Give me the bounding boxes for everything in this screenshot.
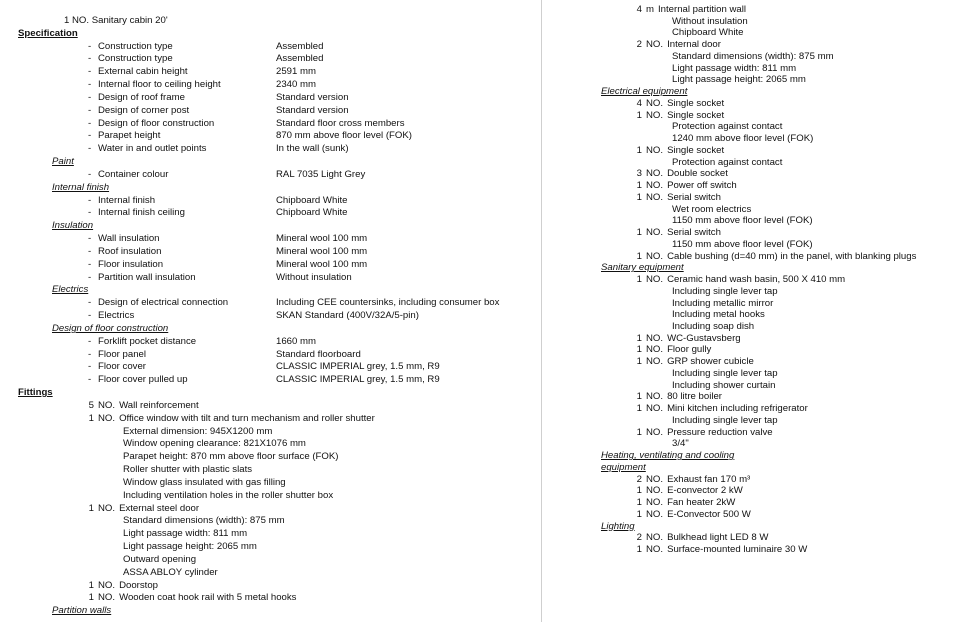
doc-line (672, 415, 778, 427)
doc-line (123, 528, 247, 540)
item-text: Office window with tilt and turn mechanism and roller shutter (119, 412, 375, 424)
spec-value: Standard version (276, 91, 349, 103)
doc-line (612, 251, 916, 263)
spec-label: Partition wall insulation (98, 271, 196, 283)
spec-dash: - (88, 168, 92, 180)
doc-line (88, 195, 347, 207)
doc-line (612, 4, 746, 16)
doc-line (88, 118, 405, 130)
item-detail: Standard dimensions (width): 875 mm (672, 50, 834, 62)
doc-line (52, 220, 93, 232)
spec-value: 2340 mm (276, 79, 316, 91)
doc-line (123, 426, 272, 438)
item-detail: Parapet height: 870 mm above floor surface (FOK) (123, 451, 339, 463)
item-detail: Protection against contact (672, 121, 783, 133)
doc-line (672, 27, 743, 39)
item-text: Wall reinforcement (119, 399, 199, 411)
doc-line (88, 336, 316, 348)
doc-line (64, 503, 199, 515)
item-detail: Without insulation (672, 15, 748, 27)
item-text: Surface-mounted luminaire 30 W (667, 544, 808, 556)
item-unit: NO. (646, 274, 664, 286)
doc-line (64, 413, 375, 425)
spec-dash: - (88, 348, 92, 360)
item-text: Doorstop (119, 579, 158, 591)
doc-line (123, 554, 196, 566)
doc-line (88, 233, 367, 245)
doc-line (672, 309, 765, 321)
item-unit: NO. (646, 180, 664, 192)
doc-line (88, 207, 347, 219)
doc-line (88, 310, 419, 322)
doc-line (64, 592, 296, 604)
doc-line (672, 133, 813, 145)
doc-line (672, 380, 775, 392)
cabin-title: 1 NO. Sanitary cabin 20' (64, 15, 168, 26)
spec-label: Construction type (98, 53, 173, 65)
item-unit: NO. (646, 356, 664, 368)
doc-line (612, 39, 721, 51)
spec-label: Electrics (98, 310, 135, 322)
doc-line (123, 567, 218, 579)
item-text: Fan heater 2kW (667, 497, 736, 509)
doc-line (88, 130, 412, 142)
item-quantity: 1 (636, 356, 642, 368)
item-quantity: 1 (88, 502, 94, 514)
spec-value: RAL 7035 Light Grey (276, 168, 366, 180)
subsection-heading: Lighting (601, 520, 635, 532)
spec-dash: - (88, 297, 92, 309)
item-quantity: 1 (636, 109, 642, 121)
item-detail: 1240 mm above floor level (FOK) (672, 133, 814, 145)
subsection-heading: Internal finish (52, 181, 110, 193)
item-quantity: 1 (636, 250, 642, 262)
spec-label: Roof insulation (98, 245, 162, 257)
item-quantity: 2 (636, 473, 642, 485)
item-unit: NO. (646, 344, 664, 356)
spec-label: Floor panel (98, 348, 146, 360)
doc-line (123, 541, 257, 553)
item-quantity: 2 (636, 39, 642, 51)
item-text: Pressure reduction valve (667, 426, 773, 438)
item-unit: NO. (646, 191, 664, 203)
subsection-heading: Sanitary equipment (601, 262, 684, 274)
spec-dash: - (88, 335, 92, 347)
item-detail: Standard dimensions (width): 875 mm (123, 515, 285, 527)
doc-line (88, 92, 349, 104)
subsection-heading: Paint (52, 156, 74, 168)
doc-line (612, 403, 808, 415)
doc-line (123, 490, 333, 502)
doc-line (123, 515, 285, 527)
doc-line (612, 98, 724, 110)
item-quantity: 1 (88, 579, 94, 591)
doc-line (612, 544, 807, 556)
item-unit: NO. (646, 497, 664, 509)
spec-value: Assembled (276, 53, 324, 65)
spec-label: Container colour (98, 168, 169, 180)
item-detail: 3/4" (672, 438, 689, 450)
spec-value: Mineral wool 100 mm (276, 258, 368, 270)
doc-line (52, 182, 109, 194)
item-detail: 1150 mm above floor level (FOK) (672, 238, 813, 250)
doc-line (123, 464, 252, 476)
item-quantity: 1 (636, 508, 642, 520)
doc-line (672, 321, 754, 333)
item-detail: Light passage width: 811 mm (672, 62, 797, 74)
doc-line (123, 438, 306, 450)
item-detail: Light passage height: 2065 mm (672, 74, 806, 86)
doc-line (88, 79, 316, 91)
spec-dash: - (88, 310, 92, 322)
item-unit: NO. (98, 502, 116, 514)
doc-line (612, 145, 724, 157)
spec-label: Floor cover (98, 361, 146, 373)
doc-line (612, 391, 722, 403)
item-unit: NO. (646, 508, 664, 520)
spec-dash: - (88, 66, 92, 78)
section-heading: Fittings (18, 387, 53, 399)
spec-dash: - (88, 233, 92, 245)
item-detail: Including ventilation holes in the roller shutter box (123, 489, 334, 501)
doc-line (612, 532, 768, 544)
spec-label: Design of floor construction (98, 117, 215, 129)
subsection-heading: Insulation (52, 220, 94, 232)
spec-dash: - (88, 361, 92, 373)
doc-line (88, 41, 323, 53)
spec-dash: - (88, 130, 92, 142)
doc-line (672, 239, 813, 251)
doc-line (88, 66, 316, 78)
spec-value: CLASSIC IMPERIAL grey, 1.5 mm, R9 (276, 361, 440, 373)
item-unit: NO. (646, 426, 664, 438)
subsection-heading: Heating, ventilating and cooling (601, 450, 735, 462)
item-detail: Window glass insulated with gas filling (123, 476, 286, 488)
item-quantity: 1 (88, 592, 94, 604)
item-quantity: 1 (636, 227, 642, 239)
item-detail: External dimension: 945X1200 mm (123, 425, 273, 437)
doc-line (612, 497, 735, 509)
spec-dash: - (88, 194, 92, 206)
subsection-heading: Electrical equipment (601, 86, 688, 98)
doc-line (88, 53, 323, 65)
item-quantity: 4 (636, 97, 642, 109)
doc-line (88, 374, 440, 386)
doc-line (52, 605, 111, 617)
item-unit: NO. (98, 579, 116, 591)
doc-line (88, 246, 367, 258)
spec-dash: - (88, 374, 92, 386)
spec-label: Water in and outlet points (98, 143, 207, 155)
item-detail: Window opening clearance: 821X1076 mm (123, 438, 306, 450)
doc-line (672, 157, 782, 169)
item-text: Wooden coat hook rail with 5 metal hooks (119, 592, 297, 604)
item-detail: Including single lever tap (672, 414, 778, 426)
doc-line (88, 105, 349, 117)
spec-label: Wall insulation (98, 233, 160, 245)
spec-value: Mineral wool 100 mm (276, 245, 368, 257)
item-quantity: 1 (636, 544, 642, 556)
doc-line (672, 215, 813, 227)
spec-label: Design of corner post (98, 104, 190, 116)
doc-line (88, 297, 499, 309)
item-unit: NO. (646, 332, 664, 344)
doc-line (612, 110, 724, 122)
item-quantity: 1 (636, 180, 642, 192)
spec-dash: - (88, 143, 92, 155)
item-text: Ceramic hand wash basin, 500 X 410 mm (667, 274, 846, 286)
item-text: Single socket (667, 97, 725, 109)
doc-line (601, 521, 635, 533)
item-text: Internal partition wall (658, 4, 746, 15)
spec-label: Parapet height (98, 130, 161, 142)
item-quantity: 1 (636, 497, 642, 509)
spec-value: Chipboard White (276, 194, 348, 206)
spec-label: Forklift pocket distance (98, 335, 197, 347)
item-unit: NO. (646, 403, 664, 415)
spec-dash: - (88, 53, 92, 65)
doc-line (601, 86, 687, 98)
item-unit: NO. (646, 109, 664, 121)
doc-line (52, 156, 74, 168)
spec-label: Floor cover pulled up (98, 374, 188, 386)
doc-line (672, 74, 806, 86)
doc-line (612, 474, 750, 486)
item-text: Internal door (667, 39, 721, 51)
spec-value: Including CEE countersinks, including consumer box (276, 297, 500, 309)
spec-label: Design of roof frame (98, 91, 185, 103)
spec-value: In the wall (sunk) (276, 143, 349, 155)
item-unit: NO. (646, 485, 664, 497)
column-divider (541, 0, 542, 622)
doc-line (64, 400, 199, 412)
item-detail: Roller shutter with plastic slats (123, 464, 253, 476)
item-text: Bulkhead light LED 8 W (667, 532, 769, 544)
doc-line (612, 180, 737, 192)
subsection-heading: equipment (601, 461, 646, 473)
item-unit: NO. (646, 227, 664, 239)
item-quantity: 4 (636, 4, 642, 15)
spec-dash: - (88, 271, 92, 283)
item-unit: NO. (98, 399, 116, 411)
item-detail: Including single lever tap (672, 285, 778, 297)
item-quantity: 1 (636, 191, 642, 203)
item-unit: NO. (646, 39, 664, 51)
doc-line (123, 451, 338, 463)
doc-line (601, 262, 684, 274)
spec-label: External cabin height (98, 66, 188, 78)
item-unit: NO. (98, 592, 116, 604)
item-unit: NO. (646, 250, 664, 262)
item-quantity: 2 (636, 532, 642, 544)
doc-line (612, 274, 845, 286)
doc-line (123, 477, 286, 489)
spec-dash: - (88, 245, 92, 257)
doc-line (672, 286, 778, 298)
spec-dash: - (88, 79, 92, 91)
item-text: WC-Gustavsberg (667, 332, 741, 344)
item-text: 80 litre boiler (667, 391, 722, 403)
doc-line (672, 16, 748, 28)
item-text: External steel door (119, 502, 200, 514)
doc-line (612, 427, 773, 439)
spec-value: 1660 mm (276, 335, 316, 347)
item-quantity: 1 (636, 344, 642, 356)
item-unit: NO. (646, 97, 664, 109)
item-unit: NO. (646, 391, 664, 403)
item-text: E-convector 2 kW (667, 485, 743, 497)
subsection-heading: Partition walls (52, 605, 112, 617)
item-detail: Wet room electrics (672, 203, 752, 215)
doc-line (52, 284, 88, 296)
doc-line (672, 63, 796, 75)
spec-value: Assembled (276, 40, 324, 52)
doc-line (18, 28, 78, 40)
doc-line (88, 259, 367, 271)
spec-value: CLASSIC IMPERIAL grey, 1.5 mm, R9 (276, 374, 440, 386)
item-quantity: 1 (636, 403, 642, 415)
doc-line (601, 450, 734, 462)
spec-value: 2591 mm (276, 66, 316, 78)
doc-line (612, 168, 728, 180)
doc-line (672, 438, 689, 450)
spec-dash: - (88, 207, 92, 219)
spec-label: Internal finish (98, 194, 156, 206)
item-unit: NO. (98, 412, 116, 424)
spec-dash: - (88, 40, 92, 52)
subsection-heading: Electrics (52, 284, 89, 296)
subsection-heading: Design of floor construction (52, 322, 169, 334)
item-unit: NO. (646, 473, 664, 485)
item-detail: Light passage width: 811 mm (123, 528, 248, 540)
doc-line (612, 192, 721, 204)
doc-line (612, 344, 711, 356)
item-quantity: 1 (636, 485, 642, 497)
spec-label: Floor insulation (98, 258, 164, 270)
item-detail: ASSA ABLOY cylinder (123, 566, 218, 578)
doc-line (672, 204, 751, 216)
item-unit: NO. (646, 168, 664, 180)
spec-dash: - (88, 91, 92, 103)
spec-label: Internal finish ceiling (98, 207, 185, 219)
item-quantity: 1 (636, 274, 642, 286)
item-text: Serial switch (667, 191, 721, 203)
doc-line (672, 298, 773, 310)
item-text: Single socket (667, 109, 725, 121)
spec-value: Standard version (276, 104, 349, 116)
spec-value: Chipboard White (276, 207, 348, 219)
item-text: Serial switch (667, 227, 721, 239)
doc-line (88, 169, 365, 181)
doc-line (672, 51, 834, 63)
spec-value: 870 mm above floor level (FOK) (276, 130, 412, 142)
item-detail: Light passage height: 2065 mm (123, 541, 257, 553)
doc-line (88, 272, 352, 284)
doc-line (601, 462, 646, 474)
doc-line (612, 485, 743, 497)
doc-line (64, 580, 158, 592)
spec-dash: - (88, 104, 92, 116)
doc-line (64, 15, 168, 27)
item-detail: Outward opening (123, 553, 197, 565)
item-text: Double socket (667, 168, 728, 180)
doc-line (18, 387, 53, 399)
item-quantity: 5 (88, 399, 94, 411)
item-detail: Including soap dish (672, 320, 755, 332)
item-unit: NO. (646, 144, 664, 156)
spec-value: Standard floorboard (276, 348, 361, 360)
item-detail: Including shower curtain (672, 379, 776, 391)
spec-value: SKAN Standard (400V/32A/5-pin) (276, 310, 419, 322)
item-detail: Chipboard White (672, 27, 744, 39)
item-unit: m (646, 4, 654, 15)
item-text: Cable bushing (d=40 mm) in the panel, with blanking plugs (667, 250, 917, 262)
item-text: GRP shower cubicle (667, 356, 754, 368)
doc-line (52, 323, 168, 335)
spec-value: Without insulation (276, 271, 352, 283)
item-text: Floor gully (667, 344, 712, 356)
spec-label: Construction type (98, 40, 173, 52)
item-detail: Including metallic mirror (672, 297, 774, 309)
spec-label: Internal floor to ceiling height (98, 79, 221, 91)
item-text: Power off switch (667, 180, 737, 192)
item-text: Exhaust fan 170 m³ (667, 473, 751, 485)
item-quantity: 1 (88, 412, 94, 424)
doc-line (672, 121, 782, 133)
doc-line (88, 349, 361, 361)
item-unit: NO. (646, 532, 664, 544)
doc-line (88, 361, 440, 373)
spec-value: Standard floor cross members (276, 117, 405, 129)
spec-dash: - (88, 117, 92, 129)
spec-dash: - (88, 258, 92, 270)
section-heading: Specification (18, 27, 78, 39)
item-unit: NO. (646, 544, 664, 556)
doc-line (612, 509, 751, 521)
item-quantity: 1 (636, 144, 642, 156)
item-text: E-Convector 500 W (667, 508, 751, 520)
doc-line (88, 143, 349, 155)
item-detail: Including single lever tap (672, 367, 778, 379)
doc-line (612, 356, 754, 368)
item-text: Single socket (667, 144, 725, 156)
doc-line (612, 227, 721, 239)
item-text: Mini kitchen including refrigerator (667, 403, 808, 415)
spec-value: Mineral wool 100 mm (276, 233, 368, 245)
item-quantity: 1 (636, 426, 642, 438)
item-quantity: 3 (636, 168, 642, 180)
item-detail: Protection against contact (672, 156, 783, 168)
doc-line (612, 333, 741, 345)
item-detail: 1150 mm above floor level (FOK) (672, 215, 813, 227)
spec-label: Design of electrical connection (98, 297, 229, 309)
item-detail: Including metal hooks (672, 309, 765, 321)
item-quantity: 1 (636, 391, 642, 403)
item-quantity: 1 (636, 332, 642, 344)
doc-line (672, 368, 778, 380)
